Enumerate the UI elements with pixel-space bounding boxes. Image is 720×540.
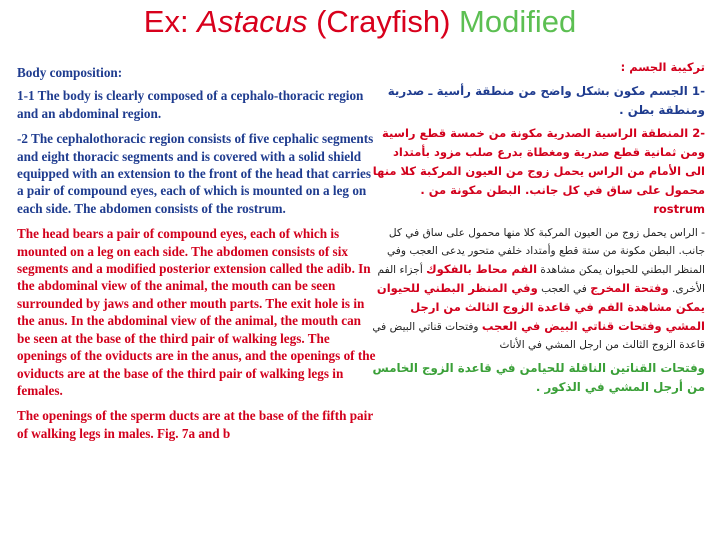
arabic-p3-part-d: وفتحة المخرج	[590, 281, 669, 295]
arabic-paragraph-1: -1 الجسم مكون بشكل واضح من منطقة رأسية ـ صدرية ومنطقة بطن .	[387, 84, 705, 117]
arabic-column	[370, 58, 705, 402]
arabic-paragraph-2: -2 المنطقة الراسية الصدرية مكونة من خمسة قطع راسية ومن ثمانية قطع صدرية ومغطاة بدرع صلب مزود بأمتداد الى الأمام من الراس يحمل زوج من العيون المركبة كلا منها محمول على ساق في كل جانب. البطن مكونة من . rostrum	[372, 126, 705, 216]
arabic-p3-part-b: الفم محاط بالفكوك	[426, 262, 538, 276]
arabic-p3-part-c: أجزاء الفم الأخرى.	[377, 264, 705, 295]
english-paragraph-1: 1-1 The body is clearly composed of a cephalo-thoracic region and an abdominal region.	[17, 88, 364, 121]
title-prefix: Ex:	[143, 4, 198, 39]
english-paragraph-3: The head bears a pair of compound eyes, each of which is mounted on a leg on each side. The abdomen consists of six segments and a modified posterior extension called the adib. In the abdominal view of the animal, the mouth can be seen surrounded by jaws and other mouth parts. The exit hole is in the anus. In the abdominal view of the animal, the mouth can be seen at the base of the third pair of walking legs. The openings of the oviducts are in the anus, and the openings of the oviducts are at the base of the third pair of walking legs in females.	[17, 226, 376, 398]
english-column	[17, 64, 377, 450]
english-paragraph-4: The openings of the sperm ducts are at the base of the fifth pair of walking legs in males. Fig. 7a and b	[17, 408, 373, 441]
arabic-p3-part-f: وفي المنظر البطني للحيوان يمكن مشاهدة الفم في قاعدة الزوج الثالث من ارجل المشي وفتحات قناتي البيض في العجب	[376, 281, 705, 333]
slide-title	[0, 2, 720, 42]
arabic-heading: تركيبة الجسم :	[620, 60, 705, 74]
arabic-p3-part-g: وفتحات قناتي البيض في قاعدة الزوج الثالث من ارجل المشي في الأناث	[372, 321, 705, 351]
title-modified: Modified	[459, 4, 577, 39]
arabic-paragraph-3	[370, 224, 705, 354]
english-heading: Body composition:	[17, 65, 123, 80]
title-genus: Astacus	[197, 4, 308, 39]
arabic-paragraph-4: وفتحات القناتين الناقلة للحيامن في قاعدة الزوج الخامس من أرجل المشي في الذكور .	[372, 361, 705, 394]
arabic-p3-part-a: - الراس يحمل زوج من العيون المركبة كلا منها محمول على ساق في كل جانب. البطن مكونة من ستة قطع وأمتداد خلفي متحور يدعى العجب وفي المنظر البطني للحيوان يمكن مشاهدة	[386, 227, 705, 276]
title-common-name: (Crayfish)	[307, 4, 460, 39]
english-paragraph-2: -2 The cephalothoracic region consists of five cephalic segments and eight thoracic segments and is covered with a solid shield equipped with an extension to the front of the head that carries a pair of compound eyes, each of which is mounted on a leg on each side. The abdomen consists of the rostrum.	[17, 131, 374, 216]
arabic-p3-part-e: في العجب	[537, 283, 591, 295]
